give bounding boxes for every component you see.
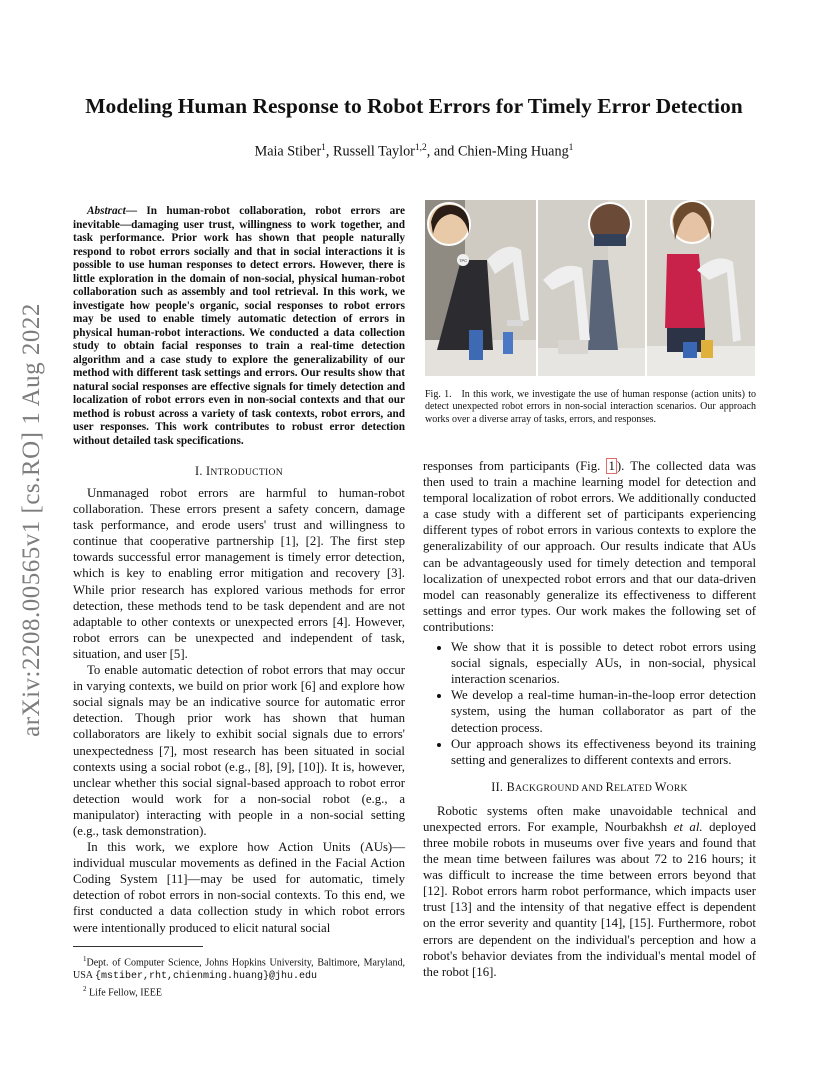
participant-photo: [425, 200, 536, 376]
author-affiliation-mark: 1: [568, 143, 574, 153]
figure-panel-right: [647, 200, 755, 376]
figure-caption-text: In this work, we investigate the use of human response (action units) to detect unexpected robot errors in non-social interaction scenarios. Our approach works over a diverse array of tasks, errors, and responses.: [425, 389, 757, 425]
author-emails: {mstiber,rht,chienming.huang}@jhu.edu: [94, 970, 317, 982]
abstract-text: — In human-robot collaboration, robot errors are inevitable—damaging user trust, willingness to work together, and task performance. Prior work has shown that people naturally respond to robot errors socially and that in social interactions it is possible to use human responses to detect errors. However, there is little exploration in the domain of non-social, physical human-robot collaboration such as assembly and tool retrieval. In this work, we investigate how people's organic, social responses to robot errors may be used to enable timely automatic detection of errors in physical human-robot interactions. We conducted a data collection study to obtain facial responses to train a real-time detection algorithm and a case study to explore the generalizability of our method with different task settings and errors. Our results show that natural social responses are effective signals for timely detection and localization of robot errors even in non-social contexts and that our method is robust across a variety of task contexts, robot errors, and user responses. This work contributes to robust error detection without detailed task specifications.: [73, 205, 405, 447]
figure-caption-label: Fig. 1.: [425, 389, 452, 400]
contributions-list: [423, 639, 756, 768]
right-column: [423, 458, 756, 980]
footnotes: [73, 953, 405, 999]
footnote: $^1$Dept. of Computer Science, Johns Hopkins University, Baltimore, Maryland, USA {mstiber,rht,chienming.huang}@jhu.edu: [73, 955, 405, 982]
abstract-label: Abstract: [87, 205, 126, 217]
participant-photo: [647, 200, 755, 376]
participant-photo: [538, 200, 645, 376]
section-heading-background: II. BACKGROUND AND RELATED WORK: [491, 779, 688, 794]
author-list: Maia Stiber$^1$, Russell Taylor$^{1,2}$, and Chien-Ming Huang$^1$: [254, 143, 574, 160]
figure-reference-link[interactable]: 1: [608, 459, 615, 473]
paper-title: Modeling Human Response to Robot Errors for Timely Error Detection: [85, 94, 743, 118]
paragraph: In this work, we explore how Action Units (AUs)—individual muscular movements as defined in the Facial Action Coding System [11]—may be used for automatic, timely detection of robot errors in non-social contexts. To this end, we first conducted a data collection study in which robot errors were intentionally produced to elicit natural social: [73, 840, 405, 935]
abstract: [73, 205, 405, 448]
author-affiliation-mark: 1: [321, 143, 326, 153]
figure-1: [425, 200, 755, 376]
author-name: Maia Stiber: [254, 143, 322, 160]
left-column: [73, 205, 405, 936]
figure-caption: [425, 389, 756, 426]
footnote-rule: [73, 946, 203, 947]
figure-panel-middle: [538, 200, 645, 376]
list-item: • Our approach shows its effectiveness beyond its training setting and generalizes to different contexts and errors.: [451, 736, 756, 768]
paragraph: Robotic systems often make unavoidable technical and unexpected errors. For example, Nourbakhsh et al. deployed three mobile robots in museums over five years and found that the mean time between failures was about 72 to 216 hours; it was difficult to increase the time between errors beyond that [12]. Robot errors harm robot performance, which impacts user trust [13] and the intensity of that negative effect is dependent on the error severity and quantity [14], [15]. Furthermore, robot errors are dependent on the individual's perception and how a robot's behavior deviates from the individual's mental model of the robot [16].: [423, 803, 756, 979]
author-name: Chien-Ming Huang: [457, 143, 569, 160]
shirt-logo: TPC: [459, 258, 467, 263]
footnote: $^2$ Life Fellow, IEEE: [83, 984, 162, 999]
figure-panel-left: [425, 200, 536, 376]
arxiv-identifier: arXiv:2208.00565v1 [cs.RO] 1 Aug 2022: [18, 303, 45, 737]
list-item: • We show that it is possible to detect robot errors using social signals, especially AUs, in non-social, physical interaction scenarios.: [451, 639, 756, 687]
author-affiliation-mark: 1,2: [414, 143, 427, 153]
section-heading-introduction: I. INTRODUCTION: [194, 464, 283, 478]
author-name: Russell Taylor: [333, 143, 415, 160]
paragraph: responses from participants (Fig. 1 ). The collected data was then used to train a machine learning model for detection and temporal localization of robot errors. We additionally conducted a case study with a different set of participants experiencing different types of robot errors in various contexts to explore the generalizability of our approach. Our results indicate that AUs can be advantageously used for timely detection and temporal localization of unexpected robot errors and that our data-driven model can reasonably generalize its effectiveness to different settings and error types. Our work makes the following set of contributions:: [423, 459, 756, 634]
list-item: • We develop a real-time human-in-the-loop error detection system, using the human collaborator as part of the detection process.: [451, 687, 756, 735]
paragraph: Unmanaged robot errors are harmful to human-robot collaboration. These errors present a safety concern, damage task performance, and erode users' trust and willingness to continue that cooperative partnership [1], [2]. The first step towards successful error management is timely error detection, which is key to enabling error mitigation and recovery [3]. While prior research has explored various methods for error detection, these methods tend to be task dependent and are not adaptable to other contexts or unexpected errors [4]. However, robot errors can be unexpected and independent of task, situation, and user [5].: [73, 486, 405, 661]
paragraph: To enable automatic detection of robot errors that may occur in varying contexts, we build on prior work [6] and explore how social signals may be an indicative source for automatic error detection. Though prior work has shown that human collaborators are likely to exhibit social signals due to errors' unexpectedness [7], most research has been situated in social contexts using a social robot (e.g., [8], [9], [10]). It is, however, unclear whether this social signal-based approach to robot error detection would work for a non-social robot (e.g., a manipulator) interacting with people in a non-social setting (e.g., task demonstration).: [73, 663, 405, 838]
arxiv-sidebar-stamp: [12, 280, 52, 760]
